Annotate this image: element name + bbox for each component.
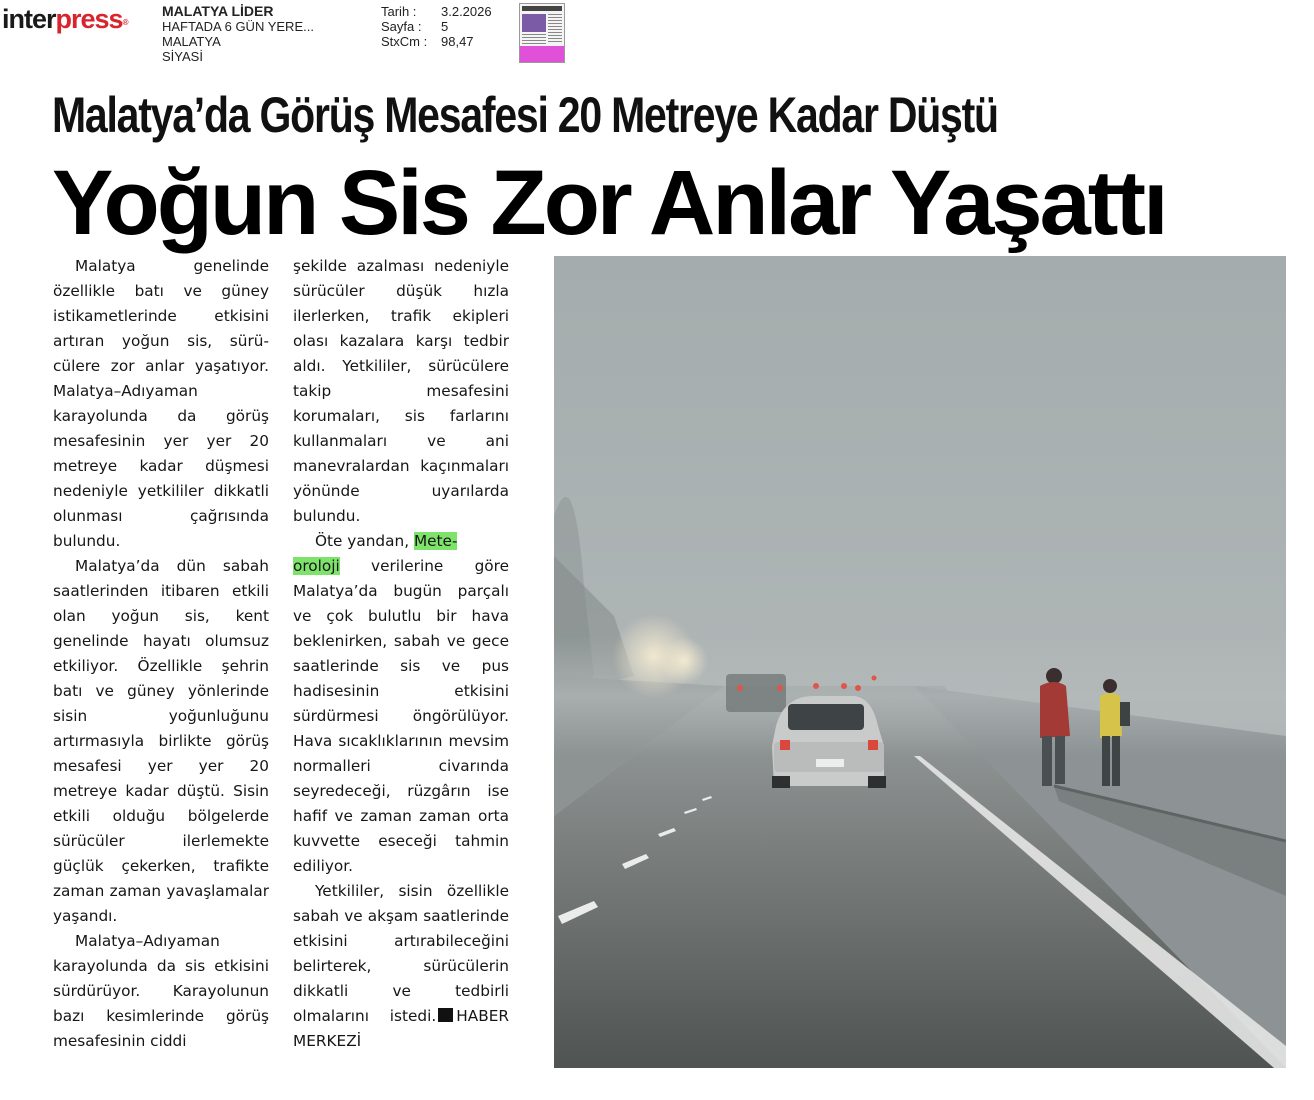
page-thumbnail[interactable]: [519, 3, 565, 63]
date-label: Tarih :: [381, 4, 417, 19]
interpress-logo: interpress®: [2, 4, 128, 34]
page-label: Sayfa :: [381, 19, 422, 34]
paragraph-1: Malatya genelinde özellikle batı ve güney istikametlerinde etkisini artıran yoğun sis, sürücülere zor anlar yaşatıyor. Malatya–Adıyaman karayolunda da görüş mesafesinin yer yer 20 metreye kadar düşmesi nedeniyle yetkililer dikkatli olunması çağrısında bulundu.: [53, 257, 269, 550]
highlight-keyword: Mete-: [413, 532, 458, 550]
article-kicker: Malatya’da Görüş Mesafesi 20 Metreye Kadar Düştü: [52, 87, 998, 143]
end-mark-icon: [438, 1008, 453, 1022]
clipping-meta: [381, 4, 492, 49]
publication-frequency: HAFTADA 6 GÜN YERE...: [162, 19, 314, 34]
publication-name: MALATYA LİDER: [162, 3, 274, 19]
paragraph-4: Öte yandan, Mete- oroloji verilerine göre Malatya’da bugün parçalı ve çok bulutlu bir hava beklenirken, sabah ve gece saatlerinde sis ve pus hadisesinin etkisini sürdürmesi öngörülüyor. Hava sıcaklıklarının mevsim normalleri civarında seyredeceği, rüzgârın ise hafif ve zaman zaman orta kuvvette eseceği tahmin ediliyor.: [293, 532, 509, 875]
publication-info: [162, 4, 314, 64]
article-column-2: [293, 254, 509, 1054]
article-headline: Yoğun Sis Zor Anlar Yaşattı: [52, 152, 1166, 254]
publication-city: MALATYA: [162, 34, 221, 49]
car: [772, 696, 886, 788]
highlight-keyword-continued: oroloji: [293, 557, 340, 575]
date-value: 3.2.2026: [441, 4, 492, 19]
article-column-1: [53, 254, 269, 1054]
page-value: 5: [441, 19, 449, 34]
foggy-highway-photo: [554, 256, 1286, 1068]
paragraph-3-continued: şekilde azalması nedeniyle sürücüler düşük hızla ilerlerken, trafik ekipleri olası kazalara karşı tedbir aldı. Yetkililer, sürücülere takip mesafesini korumaları, sis farlarını kullanmaları ve ani manevralardan kaçınmaları yönünde uyarılarda bulundu.: [293, 257, 509, 525]
stxcm-label: StxCm :: [381, 34, 428, 49]
paragraph-3: Malatya–Adıyaman karayolunda da sis etkisini sürdürüyor. Karayolunun bazı kesimlerinde görüş mesafesinin ciddi: [53, 932, 269, 1050]
stxcm-value: 98,47: [441, 34, 474, 49]
paragraph-5: Yetkililer, sisin özellikle sabah ve akşam saatlerinde etkisini artırabileceğini belirterek, sürücülerin dikkatli ve tedbirli olmalarını istedi. HABER MERKEZİ: [293, 882, 509, 1050]
byline: HABER MERKEZİ: [293, 1007, 509, 1050]
registered-mark: ®: [122, 18, 128, 27]
paragraph-2: Malatya’da dün sabah saatlerinden itibaren etkili olan yoğun sis, kent genelinde hayatı olumsuz etkiliyor. Özellikle şehrin batı ve güney yönlerinde sisin yoğunluğunu artırmasıyla birlikte görüş mesafesi yer yer 20 metreye kadar düştü. Sisin etkili olduğu bölgelerde sürücüler ilerlemekte güçlük çekerken, trafikte zaman zaman yavaşlamalar yaşandı.: [53, 557, 269, 925]
publication-section: SİYASİ: [162, 49, 203, 64]
